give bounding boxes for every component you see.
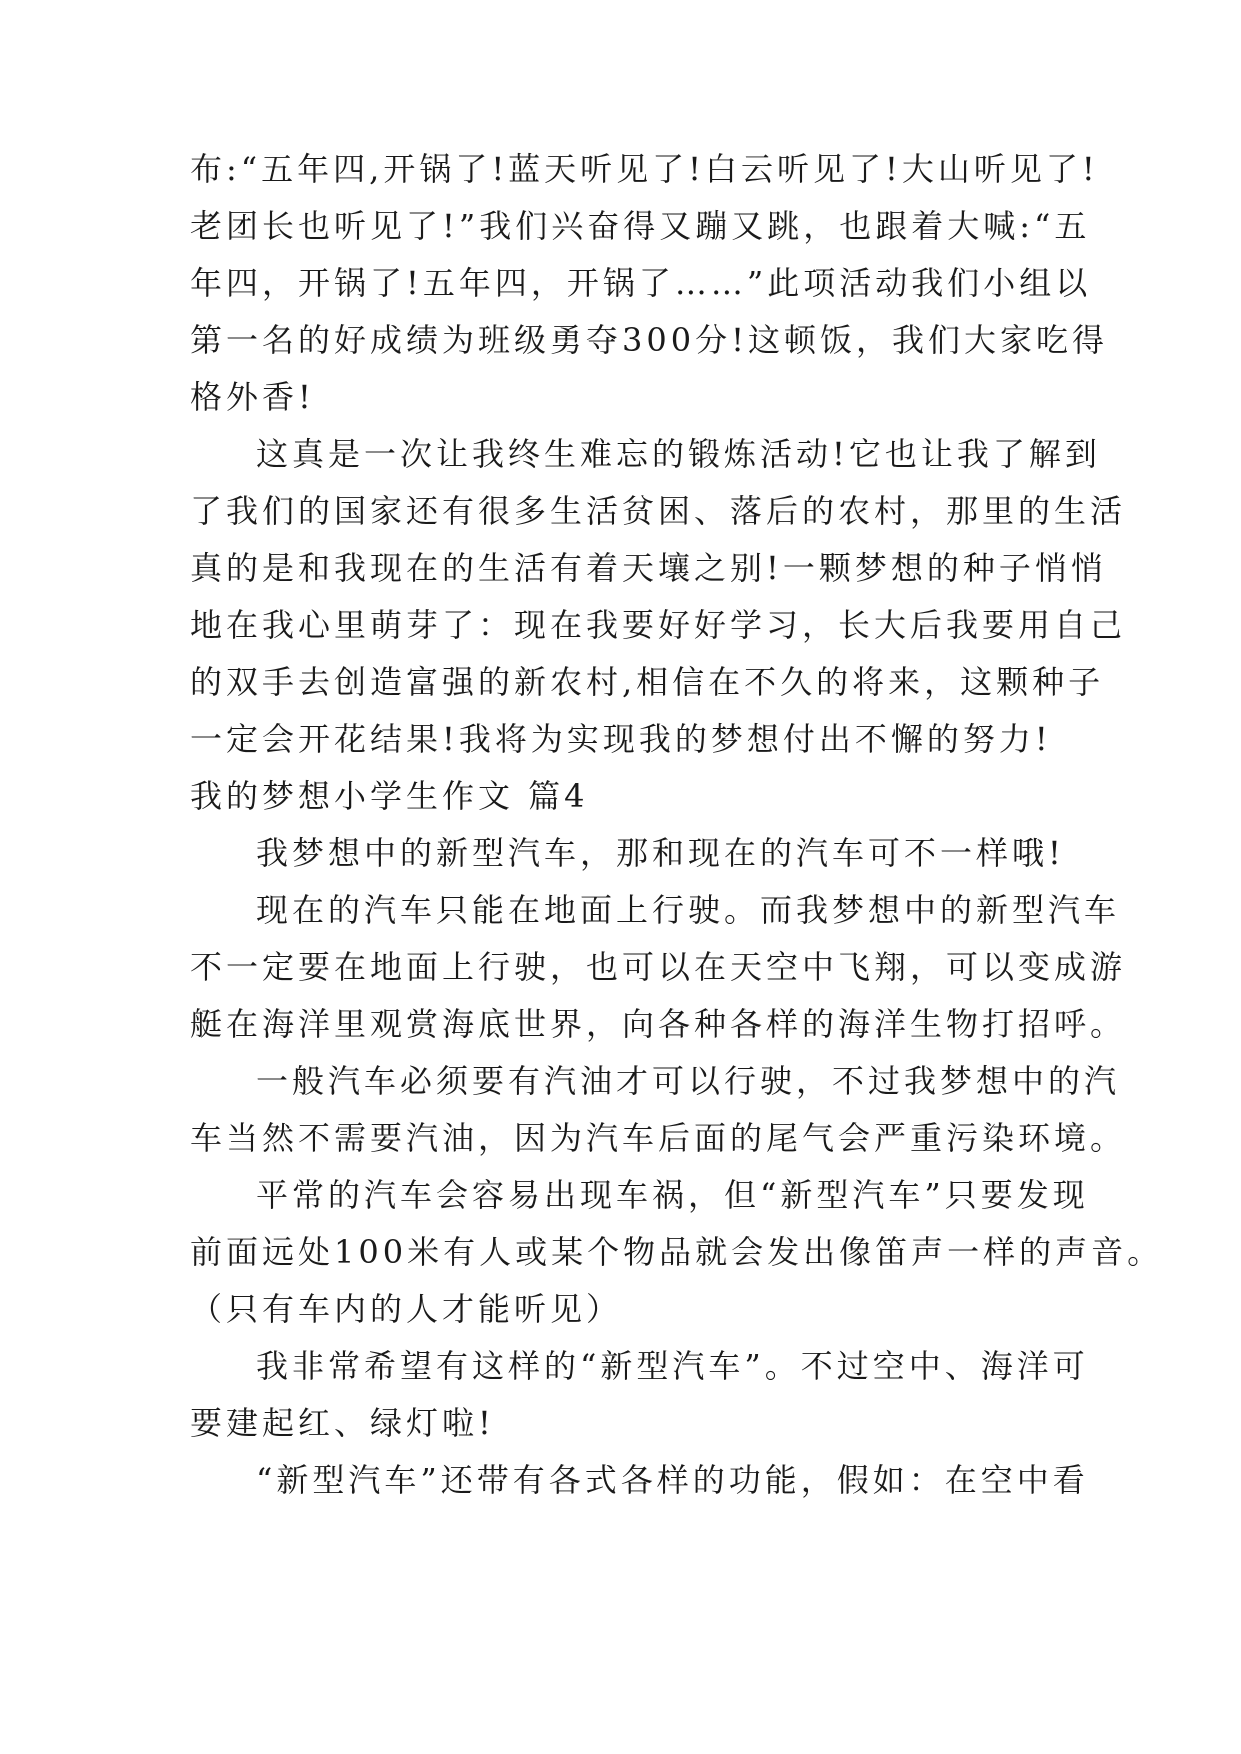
text-line: 车当然不需要汽油，因为汽车后面的尾气会严重污染环境。 (190, 1119, 1127, 1157)
paragraph-first-line: “新型汽车”还带有各式各样的功能，假如：在空中看 (256, 1461, 1089, 1499)
paragraph-first-line: 平常的汽车会容易出现车祸，但“新型汽车”只要发现 (256, 1176, 1089, 1214)
text-line: 老团长也听见了!”我们兴奋得又蹦又跳，也跟着大喊:“五 (190, 207, 1091, 245)
text-line: 艇在海洋里观赏海底世界，向各种各样的海洋生物打招呼。 (190, 1005, 1127, 1043)
text-line: 格外香! (190, 378, 315, 416)
text-line: 布:“五年四,开锅了!蓝天听见了!白云听见了!大山听见了! (190, 150, 1099, 188)
text-line: 真的是和我现在的生活有着天壤之别!一颗梦想的种子悄悄 (190, 549, 1107, 587)
section-heading: 我的梦想小学生作文 篇4 (190, 777, 589, 815)
text-line: 了我们的国家还有很多生活贫困、落后的农村，那里的生活 (190, 492, 1127, 530)
text-line: 的双手去创造富强的新农村,相信在不久的将来，这颗种子 (190, 663, 1105, 701)
paragraph-first-line: 我梦想中的新型汽车，那和现在的汽车可不一样哦! (256, 834, 1065, 872)
paragraph-first-line: 我非常希望有这样的“新型汽车”。不过空中、海洋可 (256, 1347, 1089, 1385)
text-line: 前面远处100米有人或某个物品就会发出像笛声一样的声音。 (190, 1233, 1164, 1271)
text-line: 不一定要在地面上行驶，也可以在天空中飞翔，可以变成游 (190, 948, 1127, 986)
text-line: 一定会开花结果!我将为实现我的梦想付出不懈的努力! (190, 720, 1052, 758)
text-line: 年四，开锅了!五年四，开锅了……”此项活动我们小组以 (190, 264, 1092, 302)
text-line: 地在我心里萌芽了：现在我要好好学习，长大后我要用自己 (190, 606, 1127, 644)
text-line: （只有车内的人才能听见） (190, 1290, 623, 1328)
paragraph-first-line: 一般汽车必须要有汽油才可以行驶，不过我梦想中的汽 (256, 1062, 1121, 1100)
text-line: 要建起红、绿灯啦! (190, 1404, 495, 1442)
paragraph-first-line: 现在的汽车只能在地面上行驶。而我梦想中的新型汽车 (256, 891, 1121, 929)
text-line: 第一名的好成绩为班级勇夺300分!这顿饭，我们大家吃得 (190, 321, 1108, 359)
paragraph-first-line: 这真是一次让我终生难忘的锻炼活动!它也让我了解到 (256, 435, 1101, 473)
